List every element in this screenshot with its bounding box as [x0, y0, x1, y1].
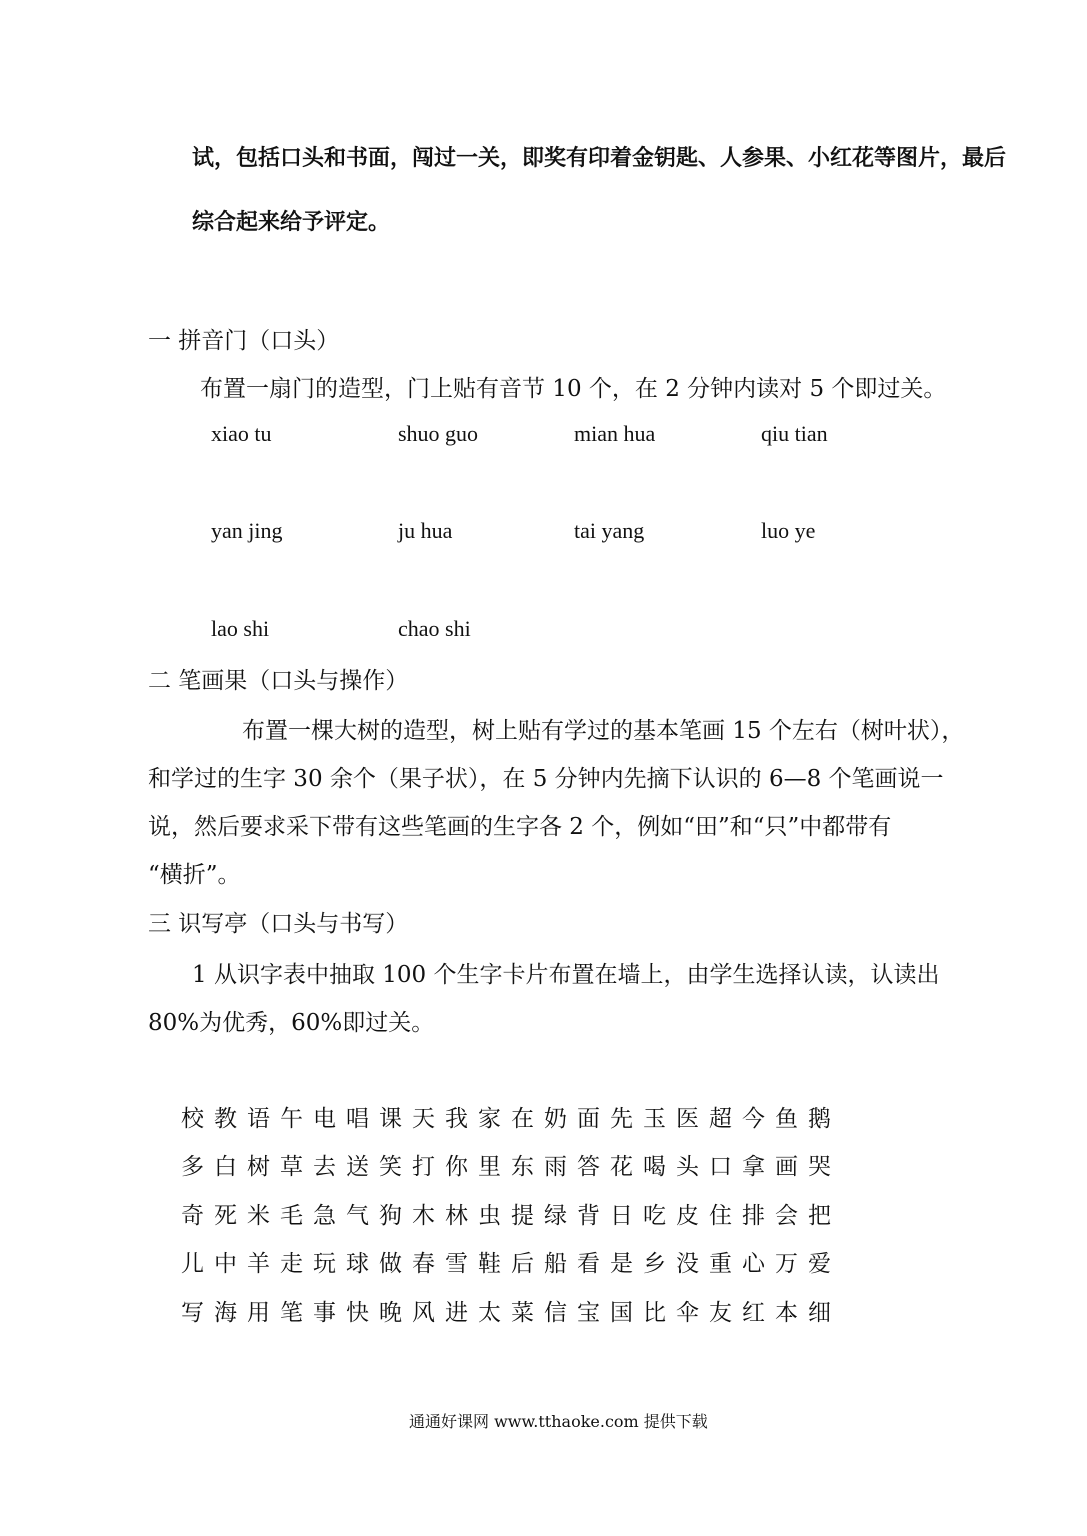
section1-heading: 一 拼音门（口头） — [148, 328, 340, 354]
footer-text: 通通好课网 www.tthaoke.com 提供下载 — [409, 1412, 708, 1431]
char-row: 写海用笔事快晚风进太菜信宝国比伞友红本细 — [181, 1300, 841, 1326]
pinyin-item: mian hua — [574, 421, 656, 446]
intro-line-2: 综合起来给予评定。 — [192, 210, 391, 235]
section3-item1-line1: 1 从识字表中抽取 100 个生字卡片布置在墙上，由学生选择认读，认读出 — [192, 962, 940, 988]
pinyin-item: chao shi — [398, 616, 471, 641]
char-row: 奇死米毛急气狗木林虫提绿背日吃皮住排会把 — [181, 1203, 841, 1229]
section2-line: 说，然后要求采下带有这些笔画的生字各 2 个，例如“田”和“只”中都带有 — [148, 814, 892, 840]
pinyin-item: shuo guo — [398, 421, 479, 446]
pinyin-item: ju hua — [398, 518, 453, 543]
section2-line: 和学过的生字 30 余个（果子状），在 5 分钟内先摘下认识的 6—8 个笔画说一 — [148, 766, 944, 792]
pinyin-item: yan jing — [211, 518, 283, 543]
pinyin-item: luo ye — [761, 518, 816, 543]
section1-desc: 布置一扇门的造型，门上贴有音节 10 个，在 2 分钟内读对 5 个即过关。 — [200, 376, 947, 402]
pinyin-item: lao shi — [211, 616, 270, 641]
section2-heading: 二 笔画果（口头与操作） — [148, 668, 409, 694]
char-row: 儿中羊走玩球做春雪鞋后船看是乡没重心万爱 — [181, 1251, 841, 1277]
pinyin-item: xiao tu — [211, 421, 272, 446]
intro-line-1: 试，包括口头和书面，闯过一关，即奖有印着金钥匙、人参果、小红花等图片，最后 — [192, 146, 1007, 171]
char-row: 校教语午电唱课天我家在奶面先玉医超今鱼鹅 — [181, 1106, 841, 1132]
section2-line: “横折”。 — [148, 862, 241, 888]
pinyin-item: qiu tian — [761, 421, 828, 446]
pinyin-item: tai yang — [574, 518, 645, 543]
section3-item1-line2: 80%为优秀，60%即过关。 — [148, 1010, 435, 1036]
section3-heading: 三 识写亭（口头与书写） — [148, 911, 409, 937]
char-row: 多白树草去送笑打你里东雨答花喝头口拿画哭 — [181, 1154, 841, 1180]
section2-line: 布置一棵大树的造型，树上贴有学过的基本笔画 15 个左右（树叶状）， — [242, 718, 965, 744]
